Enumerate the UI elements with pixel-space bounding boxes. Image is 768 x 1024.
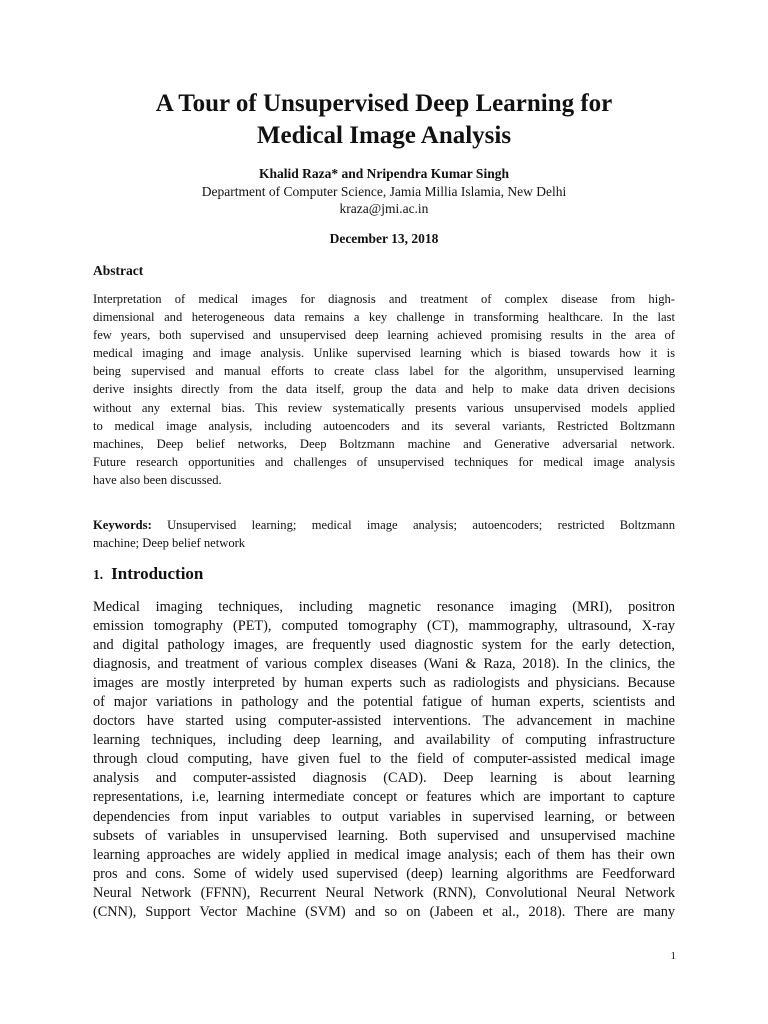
section-title: Introduction — [111, 564, 204, 583]
abstract-line: dimensional and heterogeneous data remains a key challenge in transforming healthcare. In the last — [93, 310, 675, 325]
section-number: 1. — [93, 567, 104, 582]
keywords-line: machine; Deep belief network — [93, 536, 246, 550]
intro-line: Neural Network (FFNN), Recurrent Neural Network (RNN), Convolutional Neural Network — [93, 884, 675, 901]
intro-line: of major variations in pathology and the potential fatigue of human experts, scientists and — [93, 694, 675, 711]
keywords-block — [93, 516, 675, 552]
intro-line: emission tomography (PET), computed tomography (CT), mammography, ultrasound, X-ray — [93, 618, 675, 635]
intro-line: subsets of variables in unsupervised learning. Both supervised and unsupervised machine — [93, 827, 675, 844]
abstract-line: Future research opportunities and challenges of unsupervised techniques for medical image analysis — [93, 454, 675, 469]
intro-line: learning approaches are widely applied in medical image analysis; each of them has their own — [93, 846, 675, 863]
abstract-line: without any external bias. This review systematically presents various unsupervised models applied — [93, 400, 675, 415]
publication-date: December 13, 2018 — [329, 231, 439, 246]
abstract-line: have also been discussed. — [93, 472, 222, 487]
abstract-line: Interpretation of medical images for diagnosis and treatment of complex disease from high- — [93, 292, 675, 306]
abstract-text — [93, 290, 675, 489]
paper-title — [60, 88, 708, 152]
keywords-label: Keywords: — [93, 518, 152, 532]
intro-line: learning techniques, including deep learning, and availability of computing infrastructure — [93, 732, 675, 749]
intro-line: Medical imaging techniques, including magnetic resonance imaging (MRI), positron — [93, 599, 675, 615]
abstract-line: derive insights directly from the data itself, group the data and help to make data driven decisions — [93, 382, 675, 397]
intro-line: (CNN), Support Vector Machine (SVM) and so on (Jabeen et al., 2018). There are many — [93, 903, 675, 920]
intro-line: pros and cons. Some of widely used supervised (deep) learning algorithms are Feedforward — [93, 865, 675, 882]
introduction-text — [93, 598, 675, 922]
abstract-line: medical imaging and image analysis. Unlike supervised learning which is biased towards how it is — [93, 346, 675, 361]
title-line: Medical Image Analysis — [256, 122, 512, 149]
author-list: Khalid Raza* and Nripendra Kumar Singh — [259, 166, 509, 181]
author-affiliation: Department of Computer Science, Jamia Millia Islamia, New Delhi — [201, 184, 567, 199]
intro-line: dependencies from input variables to output variables in supervised learning, or between — [93, 808, 675, 825]
intro-line: and digital pathology images, are frequently used diagnostic system for the early detection, — [93, 637, 675, 654]
intro-line: diagnosis, and treatment of various complex diseases (Wani & Raza, 2018). In the clinics, the — [93, 656, 675, 673]
intro-line: representations, i.e, learning intermediate concept or features which are important to capture — [93, 789, 675, 806]
keywords-line — [93, 516, 675, 534]
title-line: A Tour of Unsupervised Deep Learning for — [155, 90, 613, 117]
abstract-heading: Abstract — [93, 263, 144, 278]
page-number: 1 — [670, 950, 676, 962]
intro-line: analysis and computer-assisted diagnosis (CAD). Deep learning is about learning — [93, 770, 675, 787]
author-email: kraza@jmi.ac.in — [339, 201, 429, 216]
section-heading-introduction — [93, 563, 203, 586]
intro-line: through cloud computing, have given fuel to the field of computer-assisted medical image — [93, 751, 675, 768]
abstract-line: being supervised and manual efforts to create class label for the algorithm, unsupervised learning — [93, 364, 675, 379]
abstract-line: machines, Deep belief networks, Deep Boltzmann machine and Generative adversarial network. — [93, 436, 675, 451]
keywords-text: Unsupervised learning; medical image analysis; autoencoders; restricted Boltzmann — [167, 518, 675, 532]
intro-line: images are mostly interpreted by human experts such as radiologists and physicians. Because — [93, 675, 675, 692]
abstract-line: to medical image analysis, including autoencoders and its several variants, Restricted Boltzmann — [93, 418, 675, 433]
intro-line: doctors have started using computer-assisted interventions. The advancement in machine — [93, 713, 675, 730]
abstract-line: few years, both supervised and unsupervised deep learning achieved promising results in the area of — [93, 328, 675, 343]
